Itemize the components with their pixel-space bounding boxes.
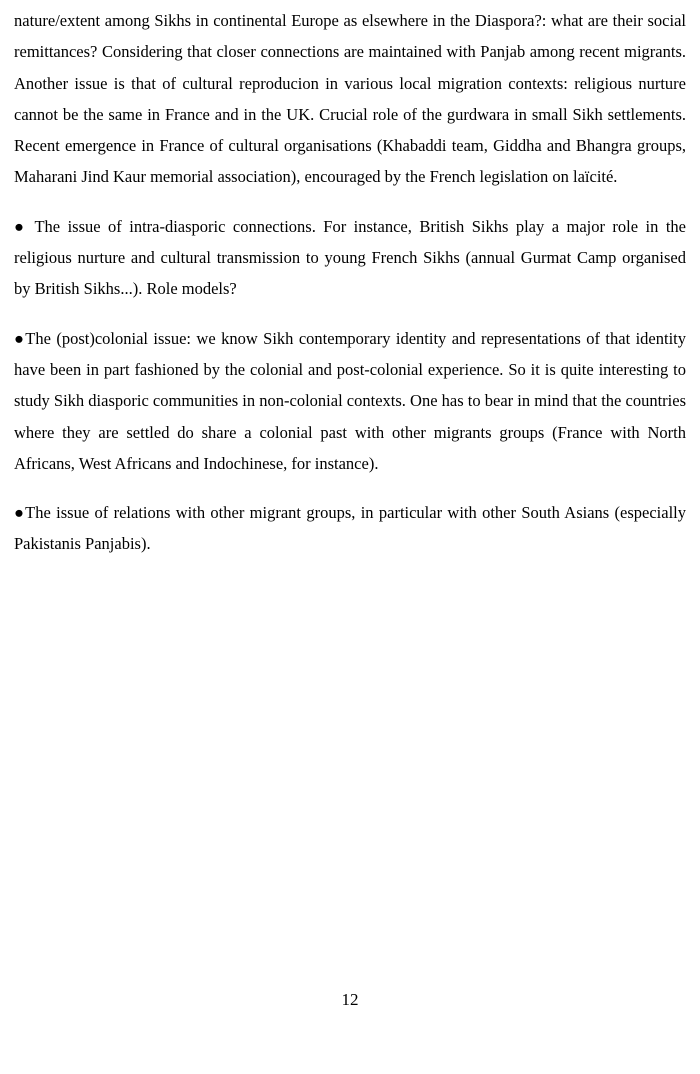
paragraph-postcolonial: ●The (post)colonial issue: we know Sikh contemporary identity and representations of that identity have been in part fashioned by the colonial and post-colonial experience. So it is quite interesting to study Sikh diasporic communities in non-colonial contexts. One has to bear in mind that the countries where they are settled do share a colonial past with other migrants groups (France with North Africans, West Africans and Indochinese, for instance).	[14, 328, 686, 473]
paragraph-intra-diasporic: ● The issue of intra-diasporic connections. For instance, British Sikhs play a major role in the religious nurture and cultural transmission to young French Sikhs (annual Gurmat Camp organised by British Sikhs...). Role models?	[14, 216, 686, 299]
document-body	[14, 5, 686, 578]
paragraph-migrant-relations: ●The issue of relations with other migrant groups, in particular with other South Asians (especially Pakistanis Panjabis).	[14, 503, 686, 554]
paragraph-intro: nature/extent among Sikhs in continental Europe as elsewhere in the Diaspora?: what are their social remittances? Considering that closer connections are maintained with Panjab among recent migrants. Another issue is that of cultural reproducion in various local migration contexts: religious nurture cannot be the same in France and in the UK. Crucial role of the gurdwara in small Sikh settlements. Recent emergence in France of cultural organisations (Khabaddi team, Giddha and Bhangra groups, Maharani Jind Kaur memorial association), encouraged by the French legislation on laïcité.	[14, 11, 686, 187]
page-number: 12	[341, 990, 359, 1009]
